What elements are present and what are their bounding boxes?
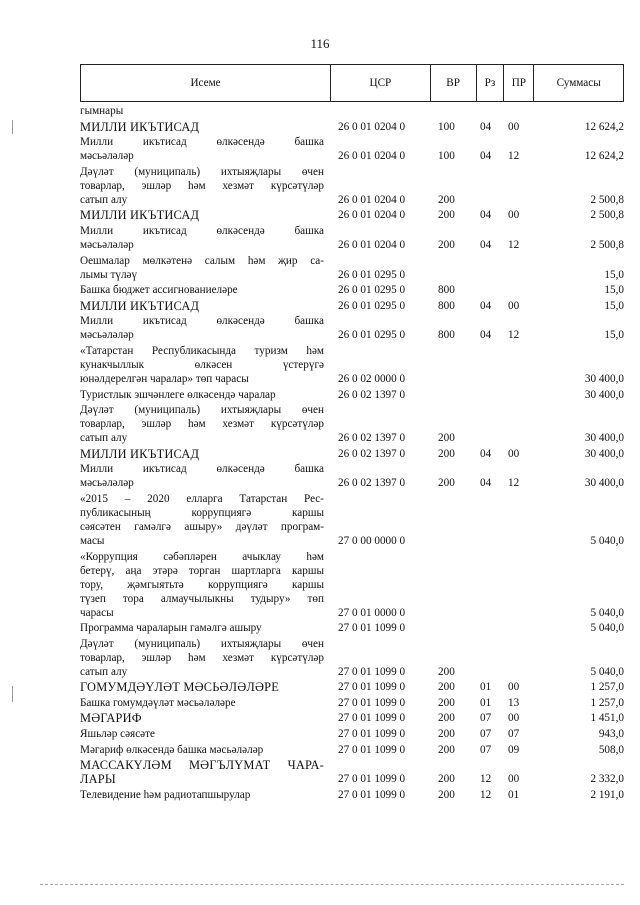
row-pr: 00 <box>508 447 520 460</box>
row-vr: 200 <box>438 696 455 709</box>
header-sum: Суммасы <box>533 65 623 101</box>
row-name <box>80 788 330 802</box>
row-name <box>80 447 330 461</box>
row-sum: 15,0 <box>604 329 624 342</box>
table-row <box>80 637 624 679</box>
row-name <box>80 758 330 786</box>
row-sum: 5 040,0 <box>590 606 624 619</box>
row-csr: 27 0 01 1099 0 <box>338 665 406 678</box>
row-name-line: сатып алу <box>80 432 128 445</box>
row-csr: 26 0 01 0204 0 <box>338 209 406 222</box>
row-name-line: Телевидение һәм радиотапшырулар <box>80 788 251 801</box>
row-sum: 15,0 <box>604 299 624 312</box>
row-csr: 26 0 01 0295 0 <box>338 329 406 342</box>
table-row <box>80 224 624 252</box>
row-pr: 00 <box>508 712 520 725</box>
table-row <box>80 462 624 490</box>
row-name-line: Милли икътисад өлкәсендә башка <box>80 315 324 328</box>
row-vr: 200 <box>438 477 455 490</box>
row-name <box>80 711 330 725</box>
table-row <box>80 120 624 134</box>
row-name-line: публикасының коррупциягә каршы <box>80 506 324 519</box>
table-row <box>80 758 624 786</box>
row-sum: 1 257,0 <box>590 681 624 694</box>
row-pr: 01 <box>508 788 520 801</box>
row-name-line: ГОМУМДӘҮЛӘТ МӘСЬӘЛӘЛӘРЕ <box>80 680 280 695</box>
row-name-line: мәсьәләләр <box>80 238 134 251</box>
row-name <box>80 492 330 548</box>
row-vr: 200 <box>438 209 455 222</box>
row-name-line: «2015 – 2020 елларга Татарстан Рес- <box>80 492 324 505</box>
row-csr: 27 0 01 1099 0 <box>338 681 406 694</box>
row-name-line: Милли икътисад өлкәсендә башка <box>80 463 324 476</box>
row-name <box>80 637 330 679</box>
row-name-line: Милли икътисад өлкәсендә башка <box>80 224 324 237</box>
row-name-line: бетерү, аңа этәрә торган шартларга каршы <box>80 564 324 577</box>
margin-mark <box>12 686 13 702</box>
row-sum: 30 400,0 <box>584 388 624 401</box>
row-csr: 26 0 02 1397 0 <box>338 432 406 445</box>
row-csr: 26 0 02 1397 0 <box>338 447 406 460</box>
row-sum: 2 332,0 <box>590 773 624 786</box>
table-row <box>80 696 624 710</box>
row-sum: 1 451,0 <box>590 712 624 725</box>
row-name-line: юнәлдерелгән чаралар» төп чарасы <box>80 372 249 385</box>
row-vr: 200 <box>438 238 455 251</box>
row-name-line: сәясәтен гамәлгә ашыру» дәүләт програм- <box>80 520 324 533</box>
row-sum: 30 400,0 <box>584 447 624 460</box>
table-row <box>80 104 624 118</box>
table-row <box>80 254 624 282</box>
row-name-line: МИЛЛИ ИКЪТИСАД <box>80 298 200 313</box>
row-pr: 00 <box>508 299 520 312</box>
row-vr: 200 <box>438 743 455 756</box>
table-row <box>80 788 624 802</box>
row-pr: 13 <box>508 696 520 709</box>
row-sum: 30 400,0 <box>584 372 624 385</box>
row-rz: 04 <box>480 299 492 312</box>
row-rz: 04 <box>480 209 492 222</box>
table-row <box>80 743 624 757</box>
row-name-line: масы <box>80 534 105 547</box>
budget-table <box>80 64 624 802</box>
row-name-line: Оешмалар мөлкәтенә салым һәм җир са- <box>80 254 324 267</box>
row-vr: 200 <box>438 712 455 725</box>
row-name <box>80 743 330 757</box>
row-name <box>80 104 330 118</box>
row-sum: 2 500,8 <box>590 209 624 222</box>
table-row <box>80 680 624 694</box>
row-pr: 00 <box>508 773 520 786</box>
table-row <box>80 388 624 402</box>
row-rz: 04 <box>480 120 492 133</box>
table-row <box>80 314 624 342</box>
row-name <box>80 314 330 342</box>
row-name-line: Башка бюджет ассигнованиеләре <box>80 284 238 297</box>
row-name-line: МИЛЛИ ИКЪТИСАД <box>80 119 200 134</box>
row-rz: 04 <box>480 150 492 163</box>
row-name-line: Дәүләт (муниципаль) ихтыяҗлары өчен <box>80 637 324 650</box>
row-sum: 15,0 <box>604 284 624 297</box>
row-name-line: «Татарстан Республикасында туризм һәм <box>80 344 324 357</box>
row-vr: 200 <box>438 773 455 786</box>
table-body <box>80 104 624 802</box>
row-sum: 2 500,8 <box>590 238 624 251</box>
row-csr: 26 0 02 1397 0 <box>338 388 406 401</box>
row-sum: 5 040,0 <box>590 534 624 547</box>
row-name-line: МИЛЛИ ИКЪТИСАД <box>80 208 200 223</box>
row-name-line: Туристлык эшчәнлеге өлкәсендә чаралар <box>80 388 276 401</box>
row-vr: 200 <box>438 447 455 460</box>
row-sum: 5 040,0 <box>590 622 624 635</box>
row-name-line: кунакчыллык өлкәсен үстерүгә <box>80 358 324 371</box>
row-csr: 26 0 02 0000 0 <box>338 372 406 385</box>
row-name-line: Дәүләт (муниципаль) ихтыяҗлары өчен <box>80 404 324 417</box>
row-name-line: товарлар, эшләр һәм хезмәт күрсәтүләр <box>80 651 324 664</box>
row-name-line: Яшьләр сәясәте <box>80 728 155 741</box>
row-name <box>80 550 330 620</box>
row-rz: 01 <box>480 681 492 694</box>
table-row <box>80 711 624 725</box>
row-csr: 27 0 01 1099 0 <box>338 773 406 786</box>
row-csr: 27 0 01 1099 0 <box>338 696 406 709</box>
row-sum: 508,0 <box>598 743 624 756</box>
row-name-line: МИЛЛИ ИКЪТИСАД <box>80 446 200 461</box>
table-row <box>80 299 624 313</box>
row-name-line: чарасы <box>80 606 114 619</box>
row-name <box>80 208 330 222</box>
row-name <box>80 135 330 163</box>
row-rz: 07 <box>480 712 492 725</box>
header-pr: ПР <box>503 65 533 101</box>
row-name-line: Программа чараларын гамәлгә ашыру <box>80 622 262 635</box>
row-vr: 100 <box>438 120 455 133</box>
table-row <box>80 447 624 461</box>
row-rz: 04 <box>480 447 492 460</box>
row-vr: 200 <box>438 728 455 741</box>
row-vr: 800 <box>438 329 455 342</box>
row-rz: 04 <box>480 238 492 251</box>
row-name-line: ЛАРЫ <box>80 772 116 787</box>
row-csr: 26 0 01 0295 0 <box>338 284 406 297</box>
row-pr: 12 <box>508 238 520 251</box>
row-name <box>80 696 330 710</box>
row-csr: 27 0 01 1099 0 <box>338 728 406 741</box>
table-row <box>80 621 624 635</box>
header-vr: ВР <box>430 65 476 101</box>
table-row <box>80 403 624 445</box>
row-pr: 00 <box>508 681 520 694</box>
table-row <box>80 492 624 548</box>
row-name-line: сатып алу <box>80 665 128 678</box>
row-name-line: «Коррупция сәбәпләрен ачыклау һәм <box>80 550 324 563</box>
row-vr: 200 <box>438 432 455 445</box>
row-name <box>80 224 330 252</box>
row-vr: 100 <box>438 150 455 163</box>
row-csr: 26 0 01 0204 0 <box>338 150 406 163</box>
table-row <box>80 208 624 222</box>
row-name-line: мәсьәләләр <box>80 477 134 490</box>
row-name <box>80 388 330 402</box>
row-vr: 200 <box>438 193 455 206</box>
row-sum: 5 040,0 <box>590 665 624 678</box>
row-csr: 27 0 01 1099 0 <box>338 788 406 801</box>
row-name-line: лымы түләү <box>80 268 138 281</box>
row-name <box>80 254 330 282</box>
row-sum: 1 257,0 <box>590 696 624 709</box>
row-name-line: Милли икътисад өлкәсендә башка <box>80 136 324 149</box>
row-name <box>80 283 330 297</box>
row-csr: 27 0 01 0000 0 <box>338 606 406 619</box>
row-rz: 12 <box>480 788 492 801</box>
row-csr: 26 0 01 0204 0 <box>338 120 406 133</box>
row-name-line: мәсьәләләр <box>80 150 134 163</box>
row-name <box>80 165 330 207</box>
row-rz: 07 <box>480 743 492 756</box>
row-rz: 04 <box>480 329 492 342</box>
row-name-line: Мәгариф өлкәсендә башка мәсьәләләр <box>80 743 264 756</box>
row-pr: 12 <box>508 150 520 163</box>
row-sum: 943,0 <box>598 728 624 741</box>
row-sum: 30 400,0 <box>584 477 624 490</box>
row-name <box>80 621 330 635</box>
row-rz: 04 <box>480 477 492 490</box>
row-name <box>80 403 330 445</box>
row-vr: 200 <box>438 681 455 694</box>
row-name <box>80 462 330 490</box>
page-number: 116 <box>310 36 330 51</box>
row-csr: 26 0 01 0204 0 <box>338 193 406 206</box>
row-csr: 27 0 01 1099 0 <box>338 743 406 756</box>
margin-mark <box>12 120 13 134</box>
row-pr: 12 <box>508 477 520 490</box>
row-name-line: тору, җәмгыятьтә коррупциягә каршы <box>80 578 324 591</box>
row-vr: 800 <box>438 299 455 312</box>
row-name-line: МАССАКҮЛӘМ МӘГЪЛҮМАТ ЧАРА- <box>80 758 324 773</box>
row-pr: 09 <box>508 743 520 756</box>
row-name <box>80 727 330 741</box>
row-name-line: Башка гомумдәүләт мәсьәләләре <box>80 696 236 709</box>
row-sum: 15,0 <box>604 268 624 281</box>
table-row <box>80 727 624 741</box>
row-name-line: товарлар, эшләр һәм хезмәт күрсәтүләр <box>80 418 324 431</box>
row-csr: 27 0 00 0000 0 <box>338 534 406 547</box>
row-name-line: сатып алу <box>80 193 128 206</box>
row-vr: 200 <box>438 788 455 801</box>
row-csr: 26 0 01 0295 0 <box>338 268 406 281</box>
row-vr: 800 <box>438 284 455 297</box>
row-csr: 27 0 01 1099 0 <box>338 622 406 635</box>
row-name-line: Дәүләт (муниципаль) ихтыяҗлары өчен <box>80 165 324 178</box>
table-row <box>80 550 624 620</box>
row-sum: 12 624,2 <box>584 120 624 133</box>
row-pr: 00 <box>508 209 520 222</box>
footer-divider <box>40 884 624 885</box>
table-header <box>80 64 624 102</box>
row-sum: 2 500,8 <box>590 193 624 206</box>
header-name: Исеме <box>190 77 221 89</box>
header-csr: ЦСР <box>330 65 430 101</box>
row-name <box>80 344 330 386</box>
row-sum: 12 624,2 <box>584 150 624 163</box>
row-name-line: гымнары <box>80 105 124 117</box>
row-name-line: мәсьәләләр <box>80 329 134 342</box>
row-name <box>80 299 330 313</box>
row-name-line: МӘГАРИФ <box>80 711 142 726</box>
table-row <box>80 344 624 386</box>
row-csr: 26 0 02 1397 0 <box>338 477 406 490</box>
row-csr: 26 0 01 0204 0 <box>338 238 406 251</box>
table-row <box>80 165 624 207</box>
row-rz: 01 <box>480 696 492 709</box>
row-name <box>80 120 330 134</box>
row-name <box>80 680 330 694</box>
row-pr: 12 <box>508 329 520 342</box>
table-row <box>80 135 624 163</box>
row-rz: 07 <box>480 728 492 741</box>
table-row <box>80 283 624 297</box>
row-vr: 200 <box>438 665 455 678</box>
row-pr: 00 <box>508 120 520 133</box>
row-sum: 2 191,0 <box>590 788 624 801</box>
row-csr: 26 0 01 0295 0 <box>338 299 406 312</box>
row-sum: 30 400,0 <box>584 432 624 445</box>
header-rz: Рз <box>476 65 504 101</box>
row-csr: 27 0 01 1099 0 <box>338 712 406 725</box>
row-pr: 07 <box>508 728 520 741</box>
row-rz: 12 <box>480 773 492 786</box>
row-name-line: түзеп тора алмаучылыкны тудыру» төп <box>80 592 324 605</box>
row-name-line: товарлар, эшләр һәм хезмәт күрсәтүләр <box>80 179 324 192</box>
